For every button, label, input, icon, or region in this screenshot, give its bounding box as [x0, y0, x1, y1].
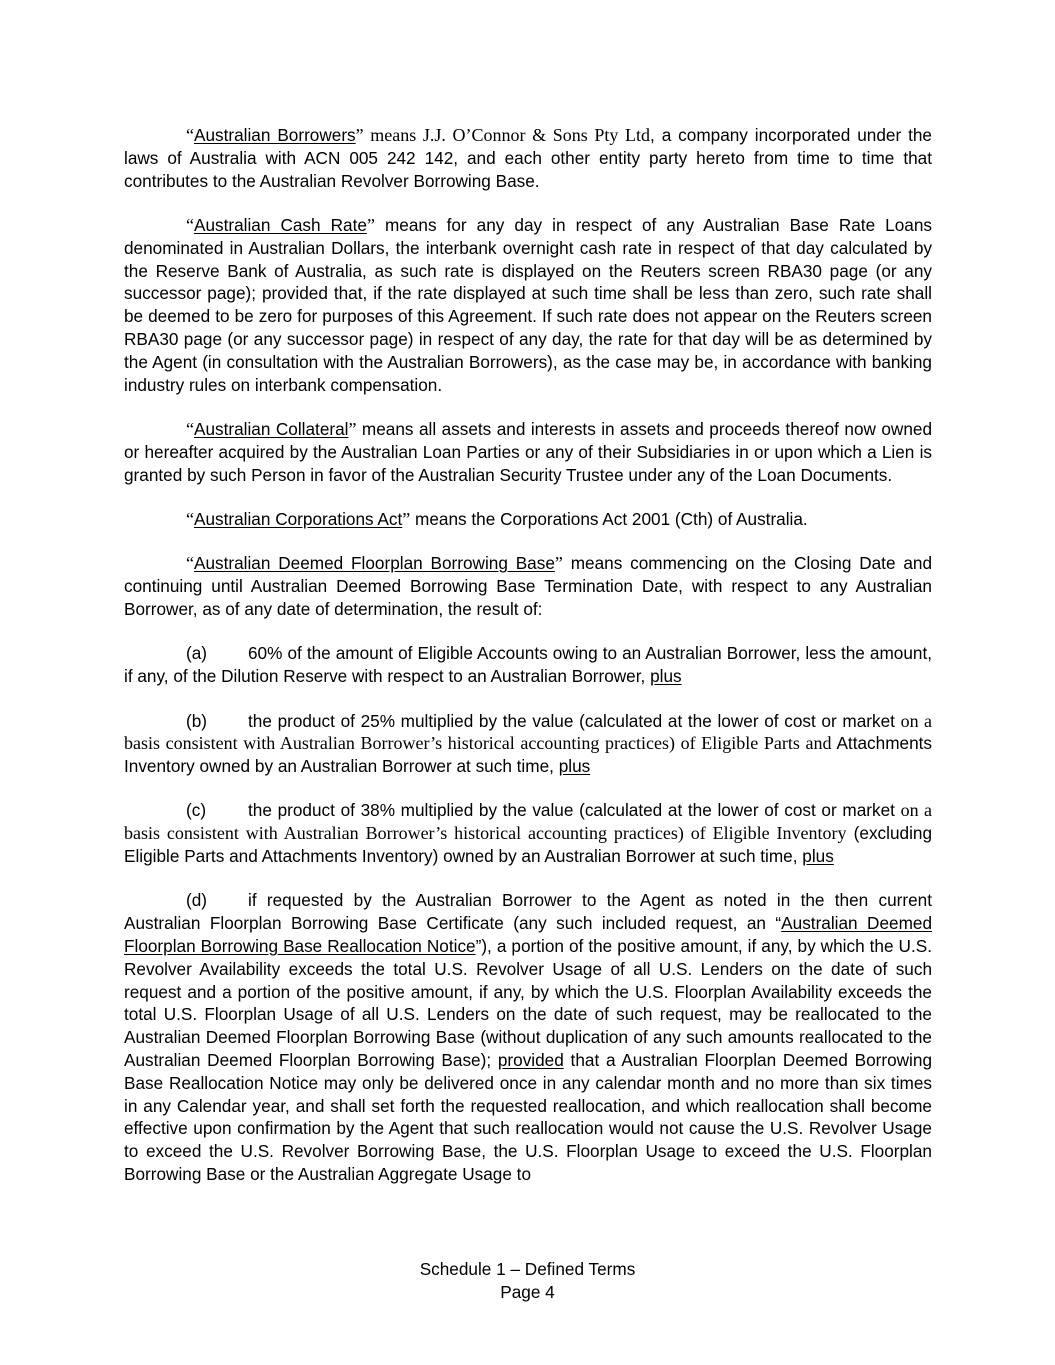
definition-text: means the Corporations Act 2001 (Cth) of Australia.	[410, 508, 808, 529]
clause-text-serif: on a basis consistent with Australian Borrower’s historical accounting practices) of Eligible Parts and	[124, 710, 932, 754]
clause-text: 60% of the amount of Eligible Accounts owing to an Australian Borrower, less the amount, if any, of the Dilution Reserve with respect to an Australian Borrower,	[124, 643, 932, 687]
clause-label: (a)	[186, 643, 208, 664]
clause-plus: plus	[558, 756, 591, 777]
definition-australian-borrowers: “Australian Borrowers” means J.J. O’Connor & Sons Pty Ltd, a company incorporated under the laws of Australia with ACN 005 242 142, and each other entity party hereto from time to time that contributes to the Australian Revolver Borrowing Base.	[124, 125, 932, 191]
clause-text: the product of 25% multiplied by the value (calculated at the lower of cost or market	[248, 710, 901, 731]
footer-schedule-title: Schedule 1 – Defined Terms	[419, 1259, 636, 1279]
clause-text: the product of 38% multiplied by the value (calculated at the lower of cost or market	[248, 800, 901, 821]
definition-australian-corporations-act: “Australian Corporations Act” means the Corporations Act 2001 (Cth) of Australia.	[186, 508, 808, 529]
clause-text: that a Australian Floorplan Deemed Borrowing Base Reallocation Notice may only be delivered once in any calendar month and no more than six times in any Calendar year, and shall set forth the requested reallocation, and which reallocation shall become effective upon confirmation by the Agent that such reallocation would not cause the U.S. Revolver Usage to exceed the U.S. Revolver Borrowing Base, the U.S. Floorplan Usage to exceed the U.S. Floorplan Borrowing Base or the Australian Aggregate Usage to	[124, 1050, 932, 1185]
defined-term: Australian Cash Rate	[194, 214, 367, 235]
document-body	[124, 124, 932, 1207]
definition-text: means commencing on the Closing Date and continuing until Australian Deemed Borrowing Base Termination Date, with respect to any Australian Borrower, as of any date of determination, the result of:	[124, 553, 933, 619]
clause-plus: plus	[650, 666, 682, 687]
clause-b	[124, 710, 932, 778]
clause-label: (d)	[186, 890, 208, 911]
clause-d	[124, 889, 932, 1185]
defined-term: Australian Collateral	[194, 418, 349, 439]
clause-text-serif: on a basis consistent with Australian Borrower’s historical accounting practices) of Eligible Inventory	[124, 800, 932, 844]
footer-page-number: Page 4	[500, 1282, 555, 1302]
definition-australian-collateral: “Australian Collateral” means all assets and interests in assets and proceeds thereof now owned or hereafter acquired by the Australian Loan Parties or any of their Subsidiaries in or upon which a Lien is granted by such Person in favor of the Australian Security Trustee under any of the Loan Documents.	[124, 418, 933, 485]
defined-term: Australian Borrowers	[194, 125, 356, 145]
defined-term: Australian Deemed Floorplan Borrowing Base Reallocation Notice	[124, 913, 933, 957]
definition-text: , a company incorporated under the laws of Australia with ACN 005 242 142, and each other entity party hereto from time to time that contributes to the Australian Revolver Borrowing Base.	[124, 125, 932, 191]
defined-term: Australian Deemed Floorplan Borrowing Base	[194, 553, 555, 574]
definition-australian-cash-rate: “Australian Cash Rate” means for any day in respect of any Australian Base Rate Loans denominated in Australian Dollars, the interbank overnight cash rate in respect of that day calculated by the Reserve Bank of Australia, as such rate is displayed on the Reuters screen RBA30 page (or any successor page); provided that, if the rate displayed at such time shall be less than zero, such rate shall be deemed to be zero for purposes of this Agreement. If such rate does not appear on the Reuters screen RBA30 page (or any successor page) in respect of any day, the rate for that day will be as determined by the Agent (in consultation with the Australian Borrowers), as the case may be, in accordance with banking industry rules on interbank compensation.	[124, 214, 932, 395]
clause-label: (b)	[186, 710, 208, 731]
clause-text: if requested by the Australian Borrower to the Agent as noted in the then current Australian Floorplan Borrowing Base Certificate (any such included request, an “	[124, 890, 932, 934]
provided-term: provided	[497, 1050, 564, 1071]
definition-australian-deemed-floorplan-borrowing-base: “Australian Deemed Floorplan Borrowing Base” means commencing on the Closing Date and continuing until Australian Deemed Borrowing Base Termination Date, with respect to any Australian Borrower, as of any date of determination, the result of:	[124, 553, 933, 619]
clause-plus: plus	[802, 846, 834, 867]
clause-text: (excluding Eligible Parts and Attachments Inventory) owned by an Australian Borrower at such time,	[124, 823, 932, 867]
definition-text-serif: means J.J. O’Connor & Sons Pty Ltd	[363, 125, 651, 145]
clause-label: (c)	[186, 800, 207, 821]
page-footer	[0, 1258, 1055, 1304]
clause-a	[124, 642, 932, 688]
definition-text: means for any day in respect of any Australian Base Rate Loans denominated in Australian Dollars, the interbank overnight cash rate in respect of that day calculated by the Reserve Bank of Australia, as such rate is displayed on the Reuters screen RBA30 page (or any successor page); provided that, if the rate displayed at such time shall be less than zero, such rate shall be deemed to be zero for purposes of this Agreement. If such rate does not appear on the Reuters screen RBA30 page (or any successor page) in respect of any day, the rate for that day will be as determined by the Agent (in consultation with the Australian Borrowers), as the case may be, in accordance with banking industry rules on interbank compensation.	[124, 214, 932, 395]
clause-text: ”), a portion of the positive amount, if any, by which the U.S. Revolver Availability exceeds the total U.S. Revolver Usage of all U.S. Lenders on the date of such request and a portion of the positive amount, if any, by which the U.S. Floorplan Availability exceeds the total U.S. Floorplan Usage of all U.S. Lenders on the date of such request, may be reallocated to the Australian Deemed Floorplan Borrowing Base (without duplication of any such amounts reallocated to the Australian Deemed Floorplan Borrowing Base);	[124, 936, 932, 1071]
clause-c	[124, 799, 932, 867]
definition-text: means all assets and interests in assets and proceeds thereof now owned or hereafter acquired by the Australian Loan Parties or any of their Subsidiaries in or upon which a Lien is granted by such Person in favor of the Australian Security Trustee under any of the Loan Documents.	[124, 418, 933, 485]
clause-text: Attachments Inventory owned by an Australian Borrower at such time,	[124, 733, 932, 777]
defined-term: Australian Corporations Act	[194, 508, 403, 529]
